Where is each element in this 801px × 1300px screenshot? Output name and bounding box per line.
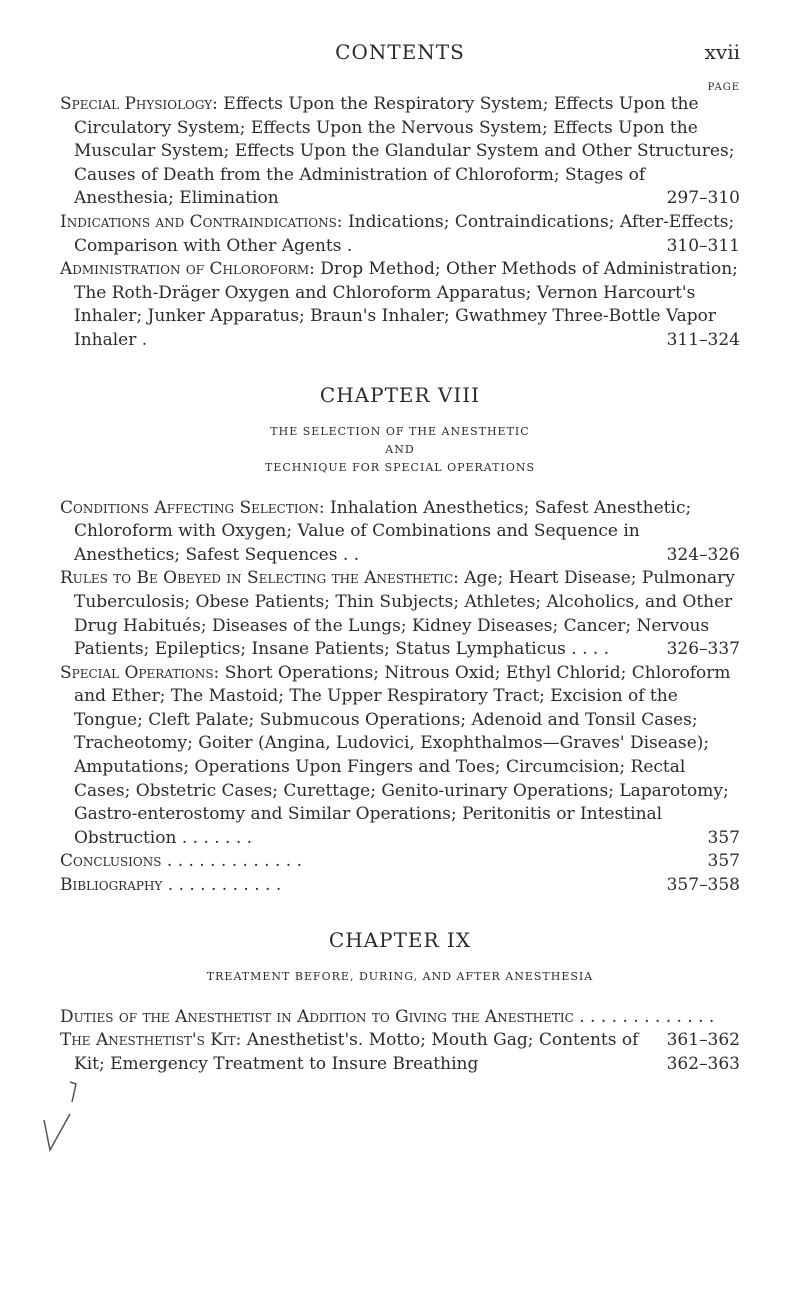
chapter-viii-subtitle-line3: TECHNIQUE FOR SPECIAL OPERATIONS: [265, 460, 535, 474]
chapter-viii-subtitle-line1: THE SELECTION OF THE ANESTHETIC: [270, 424, 530, 438]
entry-text: Age; Heart Disease; Pulmonary Tuberculosis; Obese Patients; Thin Subjects; Athletes; Alcoholics, and Other Drug Habitués; Diseases of the Lungs; Kidney Diseases; Cancer; Nervous Patients; Epileptics; Insane Patients; Status Lymphaticus . . . .: [74, 568, 735, 660]
entry-heading: Special Physiology:: [60, 94, 218, 114]
entry-pages: 324–326: [666, 544, 740, 565]
entry-heading: Indications and Contraindications:: [60, 211, 343, 232]
entry-text: . . . . . . . . . . . . .: [573, 1006, 715, 1027]
toc-entry-bibliography: [60, 874, 740, 898]
running-head: [60, 40, 740, 74]
entry-pages: 310–311: [666, 235, 740, 256]
handwritten-mark: [40, 1080, 80, 1160]
entry-heading: Administration of Chloroform:: [60, 259, 315, 280]
entry-text: Drop Method; Other Methods of Administration; The Roth-Dräger Oxygen and Chloroform Apparatus; Vernon Harcourt's Inhaler; Junker Apparatus; Braun's Inhaler; Gwathmey Three-Bottle Vapor Inhaler .: [74, 259, 738, 350]
entry-text: . . . . . . . . . . .: [162, 875, 282, 896]
chapter-viii-subtitle: [60, 423, 740, 477]
contents-page: [60, 40, 740, 1076]
entry-pages: 362–363: [666, 1053, 740, 1074]
toc-entry-conditions: [60, 497, 740, 568]
entry-heading: Conditions Affecting Selection:: [60, 497, 325, 518]
entry-heading: Bibliography: [60, 875, 163, 896]
entry-pages: 361–362: [666, 1030, 740, 1051]
entry-heading: Rules to Be Obeyed in Selecting the Anesthetic:: [60, 568, 459, 589]
entry-pages: 357: [707, 851, 740, 872]
entry-pages: 326–337: [666, 639, 740, 660]
entry-text: Effects Upon the Respiratory System; Effects Upon the Circulatory System; Effects Upon the Nervous System; Effects Upon the Muscular System; Effects Upon the Glandular System and Other Structures; Causes of Death from the Administration of Chloroform; Stages of Anesthesia; Elimination: [74, 94, 735, 209]
entry-text: Anesthetist's. Motto; Mouth Gag; Contents of Kit; Emergency Treatment to Insure Breathing: [74, 1030, 639, 1074]
chapter-ix-title: CHAPTER IX: [328, 927, 472, 952]
running-head-title: CONTENTS: [335, 40, 465, 64]
entry-text: . . . . . . . . . . . . .: [161, 851, 302, 872]
entry-heading: Special Operations:: [60, 662, 220, 683]
toc-entry-kit: [60, 1029, 740, 1076]
entry-pages: 311–324: [666, 329, 740, 350]
entry-heading: The Anesthetist's Kit:: [60, 1030, 242, 1051]
toc-entry-rules: [60, 567, 740, 661]
entry-heading: Conclusions: [60, 851, 162, 872]
entry-text: Short Operations; Nitrous Oxid; Ethyl Chlorid; Chloroform and Ether; The Mastoid; The Upper Respiratory Tract; Excision of the Tongue; Cleft Palate; Submucous Operations; Adenoid and Tonsil Cases; Tracheotomy; Goiter (Angina, Ludovici, Exophthalmos—Graves' Disease); Amputations; Operations Upon Fingers and Toes; Circumcision; Rectal Cases; Obstetric Cases; Curettage; Genito-urinary Operations; Laparotomy; Gastro-enterostomy and Similar Operations; Peritonitis or Intestinal Obstruction . . . . . . .: [74, 662, 731, 848]
chapter-viii-title: CHAPTER VIII: [319, 382, 481, 407]
page-column-label: PAGE: [707, 82, 740, 93]
entry-pages: 357: [707, 827, 740, 848]
chapter-viii-subtitle-line2: AND: [385, 442, 415, 456]
toc-entry-special-physiology: [60, 93, 740, 211]
entry-heading: Duties of the Anesthetist in Addition to Giving the Anesthetic: [60, 1006, 574, 1027]
toc-entry-special-operations: [60, 662, 740, 851]
entry-text: Indications; Contraindications; After-Effects; Comparison with Other Agents .: [74, 211, 735, 256]
page-number: xvii: [704, 40, 740, 64]
entry-text: Inhalation Anesthetics; Safest Anesthetic; Chloroform with Oxygen; Value of Combinations and Sequence in Anesthetics; Safest Sequences . .: [74, 497, 692, 565]
toc-entry-administration: [60, 258, 740, 352]
entry-pages: 357–358: [666, 875, 740, 896]
toc-entry-indications: [60, 211, 740, 258]
chapter-ix-subtitle: TREATMENT BEFORE, DURING, AND AFTER ANESTHESIA: [206, 969, 594, 983]
entry-pages: 297–310: [666, 188, 740, 209]
toc-entry-conclusions: [60, 850, 740, 874]
